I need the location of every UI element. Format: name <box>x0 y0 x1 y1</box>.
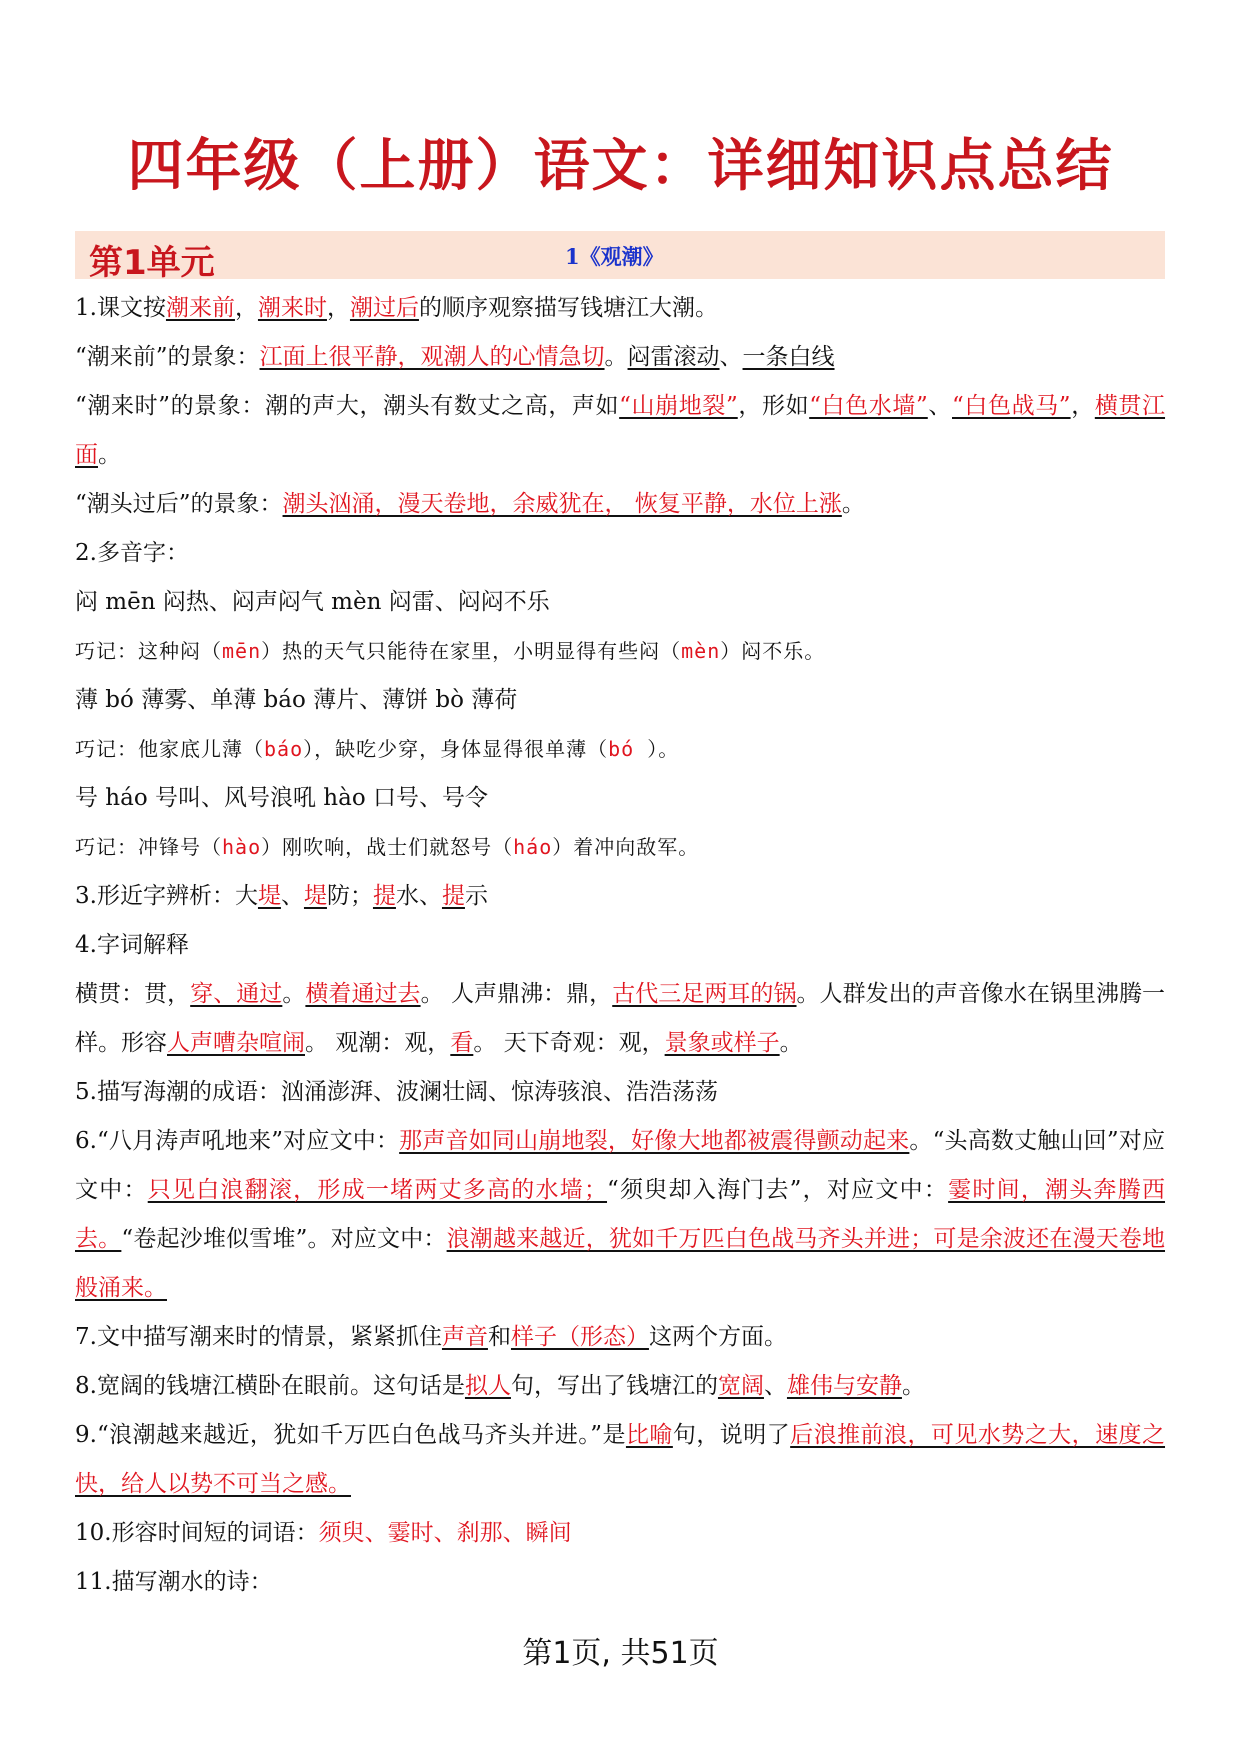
text: 句，说明了 <box>672 1422 791 1448</box>
text: ， <box>1070 393 1095 419</box>
paragraph-19 <box>75 1411 1165 1509</box>
paragraph-16 <box>75 1117 1165 1313</box>
text: “卷起沙堆似雪堆”。对应文中： <box>121 1226 447 1252</box>
text: 。 天下奇观：观， <box>473 1030 665 1056</box>
answer: 看 <box>450 1030 474 1056</box>
answer: 雄伟与安静 <box>786 1373 902 1399</box>
answer: “白色战马” <box>952 393 1071 419</box>
text: 。 <box>901 1373 925 1399</box>
text: 7.文中描写潮来时的情景，紧紧抓住 <box>75 1324 442 1350</box>
text: 句，写出了钱塘江的 <box>510 1373 718 1399</box>
text: 3.形近字辨析：大 <box>75 883 258 909</box>
underlined-text: 闷雷滚动 <box>627 344 720 370</box>
page-title: 四年级（上册）语文：详细知识点总结 <box>127 134 1114 199</box>
text: 9.“浪潮越来越近，犹如千万匹白色战马齐头并进。”是 <box>75 1422 626 1448</box>
paragraph-12 <box>75 872 1165 921</box>
text: 巧记：冲锋号（ <box>75 835 222 859</box>
answer: 提 <box>441 883 465 909</box>
text: 8.宽阔的钱塘江横卧在眼前。这句话是 <box>75 1373 465 1399</box>
text: “潮头过后”的景象： <box>75 491 283 517</box>
answer: 潮来时 <box>257 295 327 321</box>
paragraph-18 <box>75 1362 1165 1411</box>
text: 。 人声鼎沸：鼎， <box>420 981 613 1007</box>
text: 。 <box>779 1030 803 1056</box>
paragraph-14 <box>75 970 1165 1068</box>
answer: 声音 <box>441 1324 488 1350</box>
answer: 那声音如同山崩地裂，好像大地都被震得颤动起来 <box>399 1128 910 1154</box>
answer: 堤 <box>257 883 281 909</box>
text: 。 <box>98 442 121 468</box>
mnemonic-3 <box>75 823 1165 872</box>
text: “须臾却入海门去”，对应文中： <box>607 1177 949 1203</box>
text: 。 <box>841 491 865 517</box>
answer: “山崩地裂” <box>619 393 738 419</box>
mnemonic-2 <box>75 725 1165 774</box>
answer: mēn <box>222 639 262 663</box>
text: ）。 <box>647 737 680 761</box>
paragraph-2 <box>75 333 1165 382</box>
text: 1.课文按 <box>75 295 166 321</box>
answer: 宽阔 <box>717 1373 764 1399</box>
answer: 人声嘈杂喧闹 <box>167 1030 305 1056</box>
answer: 比喻 <box>625 1422 673 1448</box>
answer: 拟人 <box>464 1373 511 1399</box>
paragraph-3 <box>75 382 1165 480</box>
unit-header-bar <box>75 231 1165 283</box>
paragraph-1 <box>75 284 1165 333</box>
answer: 后浪推前浪，可见水势之大，速度之快，给人以势不可当之感。 <box>75 1422 1166 1497</box>
text: 。“头高数丈触山回”对应文中： <box>75 1128 1165 1203</box>
text: 防； <box>326 883 373 909</box>
unit-label: 第1单元 <box>89 243 215 283</box>
text: 。人群发出的声音像水在锅里沸腾一样。形容 <box>75 981 1166 1056</box>
text: ，形如 <box>737 393 810 419</box>
text: 这两个方面。 <box>648 1324 787 1350</box>
answer: 古代三足两耳的锅 <box>612 981 797 1007</box>
text: 、 <box>280 883 304 909</box>
mnemonic-1 <box>75 627 1165 676</box>
answer: 潮头汹涌，漫天卷地，余威犹在， 恢复平静，水位上涨 <box>282 491 842 517</box>
answer: háo <box>513 835 553 859</box>
answer: 横贯江面 <box>75 393 1166 468</box>
text: 横贯：贯， <box>75 981 191 1007</box>
text: 巧记：这种闷（ <box>75 639 222 663</box>
paragraph-17 <box>75 1313 1165 1362</box>
text: 。 观潮：观， <box>305 1030 451 1056</box>
text: ），缺吃少穿，身体显得很单薄（ <box>303 737 609 761</box>
paragraph-13: 4.字词解释 <box>75 932 189 958</box>
answer: báo <box>264 737 304 761</box>
paragraph-6: 闷 mēn 闷热、闷声闷气 mèn 闷雷、闷闷不乐 <box>75 589 550 615</box>
text: “潮来前”的景象： <box>75 344 260 370</box>
lesson-title: 1《观潮》 <box>565 244 664 269</box>
answer: mèn <box>681 639 721 663</box>
answer: hào <box>222 835 262 859</box>
text: 。 <box>282 981 306 1007</box>
text: 示 <box>464 883 488 909</box>
text: 、 <box>927 393 952 419</box>
answer: 景象或样子 <box>664 1030 780 1056</box>
text: ， <box>326 295 350 321</box>
text: 的顺序观察描写钱塘江大潮。 <box>418 295 718 321</box>
paragraph-8: 薄 bó 薄雾、单薄 báo 薄片、薄饼 bò 薄荷 <box>75 687 518 713</box>
text: 6.“八月涛声吼地来”对应文中： <box>75 1128 400 1154</box>
text: ）闷不乐。 <box>720 639 826 663</box>
text: 、 <box>719 344 743 370</box>
answer: 须臾、霎时、刹那、瞬间 <box>318 1520 572 1546</box>
text: 水、 <box>395 883 442 909</box>
page-number: 第1页, 共51页 <box>522 1636 719 1671</box>
text: 和 <box>487 1324 511 1350</box>
paragraph-10: 号 háo 号叫、风号浪吼 hào 口号、号令 <box>75 785 488 811</box>
text: 、 <box>763 1373 787 1399</box>
answer: bó <box>608 737 648 761</box>
paragraph-21: 11.描写潮水的诗： <box>75 1569 273 1595</box>
text: ， <box>234 295 258 321</box>
answer: 提 <box>372 883 396 909</box>
text: “潮来时”的景象：潮的声大，潮头有数丈之高，声如 <box>75 393 620 419</box>
text: 巧记：他家底儿薄（ <box>75 737 264 761</box>
text: 。 <box>604 344 628 370</box>
answer: 江面上很平静，观潮人的心情急切 <box>259 344 605 370</box>
answer: 样子（形态） <box>510 1324 649 1350</box>
underlined-text: 一条白线 <box>742 344 835 370</box>
text: ）热的天气只能待在家里，小明显得有些闷（ <box>261 639 682 663</box>
paragraph-5: 2.多音字： <box>75 540 189 566</box>
text: ）着冲向敌军。 <box>552 835 700 859</box>
answer: 堤 <box>303 883 327 909</box>
answer: 穿、通过 <box>190 981 283 1007</box>
answer: 霎时间，潮头奔腾西去。 <box>75 1177 1166 1252</box>
answer: 潮来前 <box>165 295 235 321</box>
text: 10.形容时间短的词语： <box>75 1520 319 1546</box>
paragraph-15: 5.描写海潮的成语：汹涌澎湃、波澜壮阔、惊涛骇浪、浩浩荡荡 <box>75 1079 718 1105</box>
text: ）刚吹响，战士们就怒号（ <box>261 835 514 859</box>
paragraph-20 <box>75 1509 1165 1558</box>
answer: 浪潮越来越近，犹如千万匹白色战马齐头并进；可是余波还在漫天卷地般涌来。 <box>75 1226 1166 1301</box>
answer: 潮过后 <box>349 295 419 321</box>
answer: “白色水墙” <box>809 393 928 419</box>
answer: 只见白浪翻滚，形成一堵两丈多高的水墙； <box>147 1177 608 1203</box>
paragraph-4 <box>75 480 1165 529</box>
document-body <box>75 284 1165 1607</box>
answer: 横着通过去 <box>305 981 421 1007</box>
